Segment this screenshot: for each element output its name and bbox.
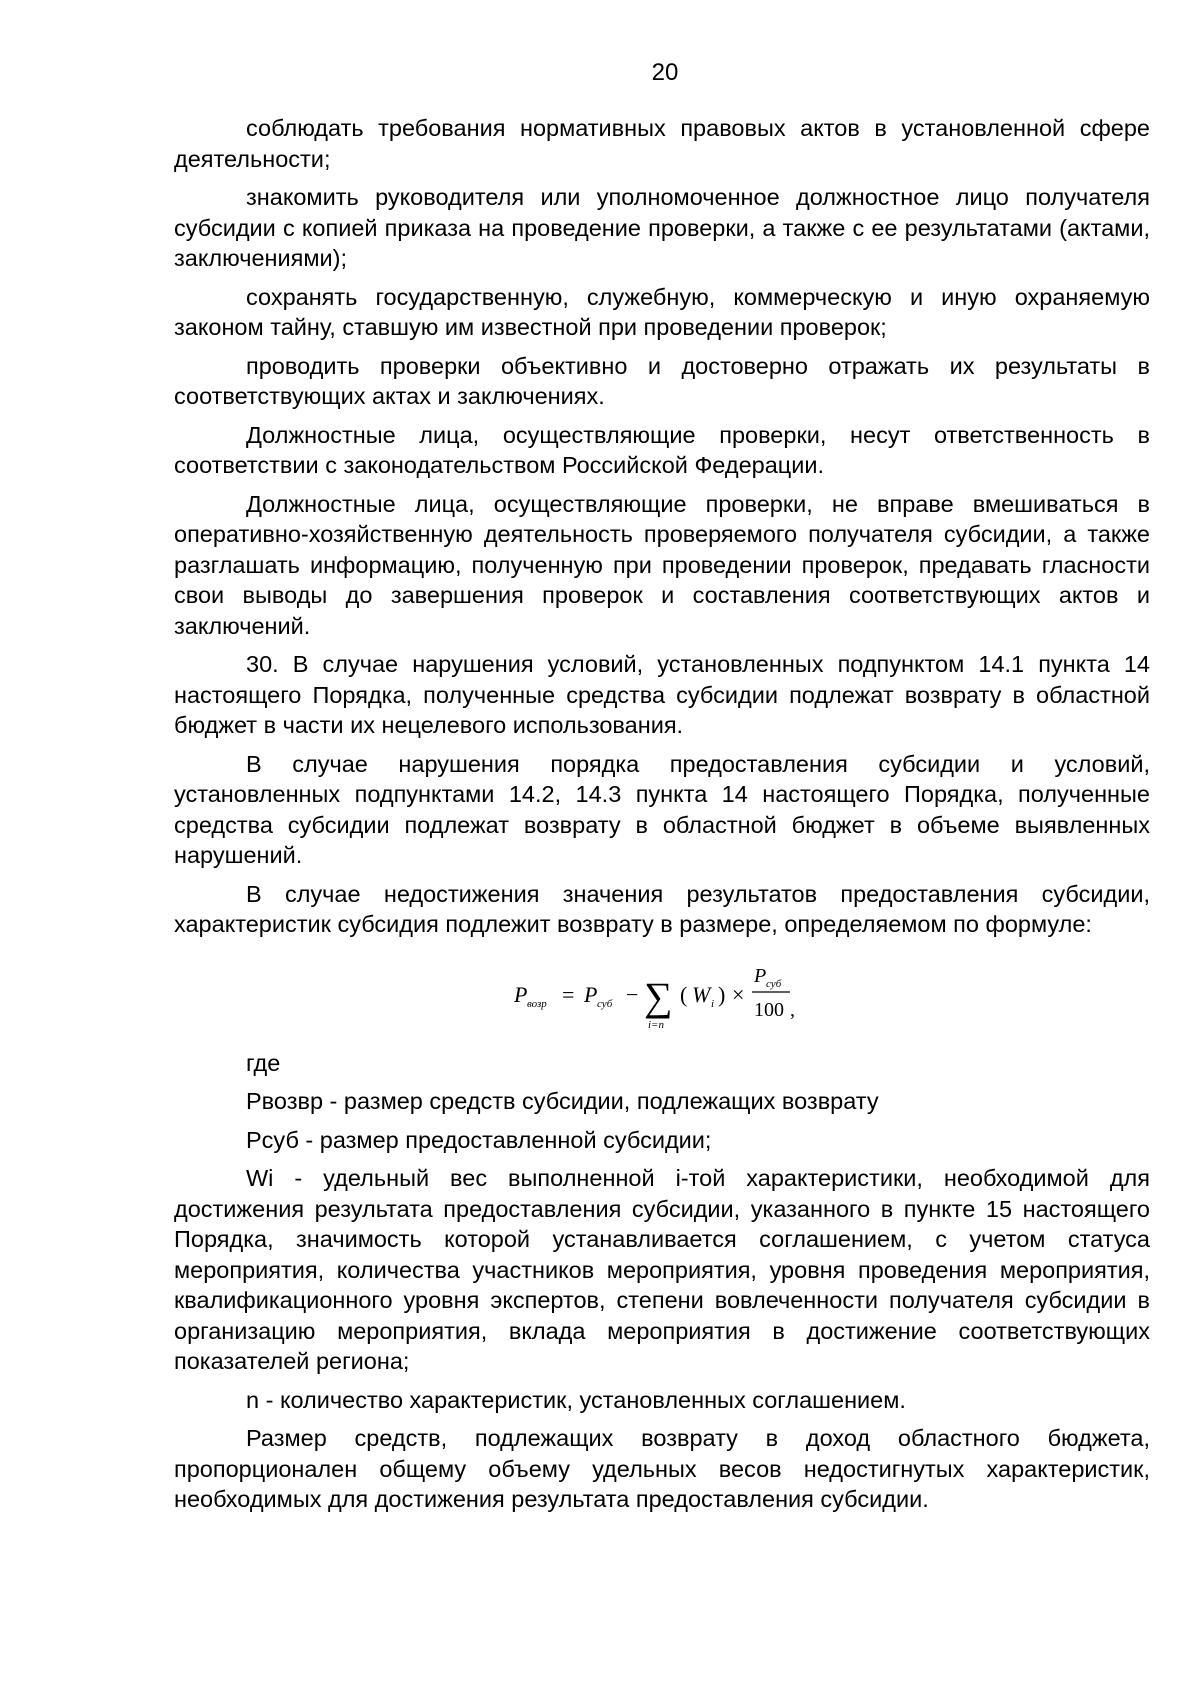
formula-times: × [732,981,745,1007]
formula-term: P [584,981,598,1007]
paragraph: Должностные лица, осуществляющие проверки, не вправе вмешиваться в оперативно-хозяйственную деятельность проверяемого получателя субсидии, а также разглашать информацию, полученную при проведении проверок, предавать гласности свои выводы до завершения проверок и составления соответствующих актов и заключений. [174,490,1150,639]
paragraph: Рсуб - размер предоставленной субсидии; [246,1126,712,1153]
paragraph: n - количество характеристик, установленных соглашением. [246,1386,906,1413]
paragraph: 30. В случае нарушения условий, установленных подпунктом 14.1 пункта 14 настоящего Порядка, полученные средства субсидии подлежат возврату в областной бюджет в части их нецелевого использования. [174,651,1150,738]
paragraph: В случае нарушения порядка предоставления субсидии и условий, установленных подпунктами 14.2, 14.3 пункта 14 настоящего Порядка, полученные средства субсидии подлежат возврату в областной бюджет в объеме выявленных нарушений. [174,750,1150,868]
formula-sigma: ∑ [644,973,673,1019]
paragraph: Рвозвр - размер средств субсидии, подлежащих возврату [246,1088,879,1114]
paragraph: Размер средств, подлежащих возврату в доход областного бюджета, пропорционален общему объему удельных весов недостигнутых характеристик, необходимых для достижения результата предоставления субсидии. [174,1425,1150,1512]
paragraph: проводить проверки объективно и достоверно отражать их результаты в соответствующих актах и заключениях. [174,352,1150,409]
formula-numerator-subscript: суб [766,977,782,990]
formula-term-subscript: суб [597,997,613,1010]
formula-close-paren: ) [718,981,726,1007]
paragraph: В случае недостижения значения результатов предоставления субсидии, характеристик субсидия подлежит возврату в размере, определяемом по формуле: [174,880,1150,937]
formula-denominator: 100 [754,998,784,1021]
paragraph: Должностные лица, осуществляющие проверки, несут ответственность в соответствии с законодательством Российской Федерации. [174,421,1150,478]
paragraph: где [246,1049,281,1076]
formula-w: W [692,981,711,1007]
formula-open-paren: ( [680,981,688,1007]
formula-lhs: P [514,981,528,1007]
formula-minus: − [626,981,639,1007]
formula-lhs-subscript: возр [527,997,547,1010]
formula-comma: , [790,998,795,1021]
formula-w-subscript: i [711,997,715,1010]
formula-numerator: P [754,964,767,987]
document-body [174,113,1150,1523]
paragraph: сохранять государственную, служебную, коммерческую и иную охраняемую законом тайну, ставшую им известной при проведении проверок; [174,283,1150,340]
formula-equals: = [562,981,575,1007]
page-number: 20 [651,59,679,86]
formula-graphic [514,948,834,1044]
paragraph: Wi - удельный вес выполненной i-той характеристики, необходимой для достижения результата предоставления субсидии, указанного в пункте 15 настоящего Порядка, значимость которой устанавливается соглашением, с учетом статуса мероприятия, количества участников мероприятия, уровня проведения мероприятия, квалификационного уровня экспертов, степени вовлеченности получателя субсидии в организацию мероприятия, вклада мероприятия в достижение соответствующих показателей региона; [174,1165,1150,1374]
formula-sigma-subscript: i=n [648,1018,664,1031]
paragraph: соблюдать требования нормативных правовых актов в установленной сфере деятельности; [174,115,1150,172]
return-formula [174,948,1150,1044]
paragraph: знакомить руководителя или уполномоченное должностное лицо получателя субсидии с копией приказа на проведение проверки, а также с ее результатами (актами, заключениями); [174,184,1150,271]
